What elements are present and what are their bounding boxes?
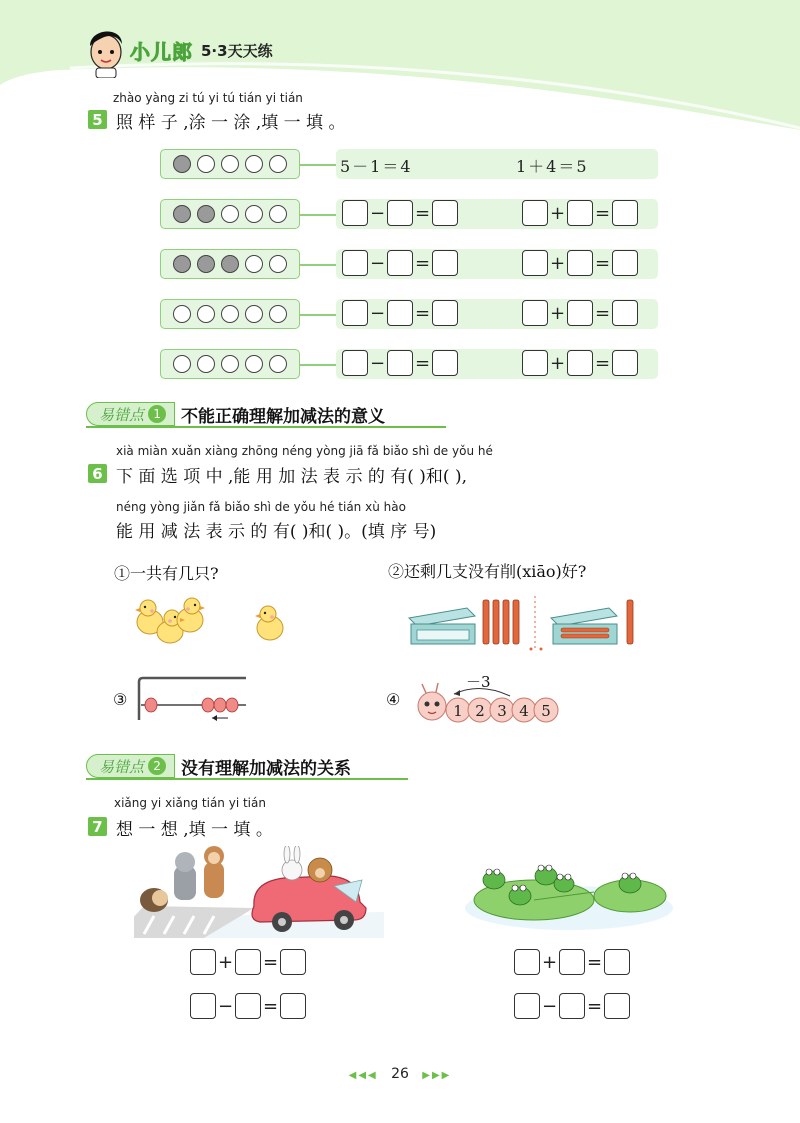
minus-sign: − xyxy=(369,202,386,224)
plus-sign: + xyxy=(541,951,558,973)
option-3-label: ③ xyxy=(113,690,128,709)
left-arrows-icon: ◀◀◀ xyxy=(348,1070,378,1081)
option-4-label: ④ xyxy=(386,690,401,709)
minus-sign: − xyxy=(369,352,386,374)
addition-equation xyxy=(522,200,638,226)
banner-number: 1 xyxy=(148,405,166,423)
answer-box[interactable] xyxy=(432,350,458,376)
empty-circle[interactable] xyxy=(173,355,191,373)
equation-bar xyxy=(336,199,658,229)
circle-bar xyxy=(160,249,300,279)
plus-sign: + xyxy=(549,352,566,374)
chicks-illustration xyxy=(128,592,298,652)
brand-logo: 小儿郎 xyxy=(130,40,193,64)
equals-sign: = xyxy=(594,252,611,274)
q7-frog-add-equation xyxy=(514,949,630,975)
caterpillar-number: 4 xyxy=(519,702,529,720)
example-subtraction: 5－1＝4 xyxy=(340,157,413,176)
answer-box[interactable] xyxy=(567,200,593,226)
answer-box[interactable] xyxy=(280,993,306,1019)
answer-box[interactable] xyxy=(387,250,413,276)
plus-sign: + xyxy=(549,252,566,274)
subtraction-equation xyxy=(342,350,458,376)
animals-car-illustration xyxy=(134,846,384,938)
caterpillar-number: 5 xyxy=(541,702,551,720)
equals-sign: = xyxy=(594,352,611,374)
answer-box[interactable] xyxy=(522,200,548,226)
caterpillar-illustration xyxy=(410,672,570,734)
empty-circle[interactable] xyxy=(245,255,263,273)
equals-sign: = xyxy=(262,951,279,973)
caterpillar-number: 1 xyxy=(453,702,463,720)
plus-sign: + xyxy=(217,951,234,973)
answer-box[interactable] xyxy=(522,300,548,326)
empty-circle[interactable] xyxy=(245,355,263,373)
answer-box[interactable] xyxy=(387,200,413,226)
error-point-banner-1 xyxy=(86,401,385,427)
subtraction-equation xyxy=(342,200,458,226)
answer-box[interactable] xyxy=(190,993,216,1019)
empty-circle[interactable] xyxy=(245,305,263,323)
empty-circle[interactable] xyxy=(173,305,191,323)
equals-sign: = xyxy=(414,202,431,224)
answer-box[interactable] xyxy=(514,993,540,1019)
addition-equation xyxy=(522,350,638,376)
answer-box[interactable] xyxy=(514,949,540,975)
answer-box[interactable] xyxy=(567,300,593,326)
q7-number: 7 xyxy=(88,817,107,836)
empty-circle xyxy=(269,155,287,173)
q6-line-2: 能 用 减 法 表 示 的 有( )和( )。(填 序 号) xyxy=(116,522,437,542)
q6-pinyin-1: xià miàn xuǎn xiàng zhōng néng yòng jiā fǎ biǎo shì de yǒu hé xyxy=(116,444,493,458)
q7-instruction: 想 一 想 ,填 一 填 。 xyxy=(116,820,273,840)
answer-box[interactable] xyxy=(432,300,458,326)
q7-car-add-equation xyxy=(190,949,306,975)
equation-bar xyxy=(336,299,658,329)
empty-circle[interactable] xyxy=(197,355,215,373)
answer-box[interactable] xyxy=(612,200,638,226)
answer-box[interactable] xyxy=(612,250,638,276)
q6-pinyin-2: néng yòng jiǎn fǎ biǎo shì de yǒu hé tián xù hào xyxy=(116,500,406,514)
answer-box[interactable] xyxy=(387,300,413,326)
empty-circle xyxy=(245,155,263,173)
q5-pinyin: zhào yàng zi tú yi tú tián yi tián xyxy=(113,91,303,105)
equals-sign: = xyxy=(262,995,279,1017)
caterpillar-number: 2 xyxy=(475,702,485,720)
q7-car-sub-equation xyxy=(190,993,306,1019)
equation-bar xyxy=(336,149,658,179)
answer-box[interactable] xyxy=(559,949,585,975)
banner-tag xyxy=(86,402,175,426)
empty-circle[interactable] xyxy=(221,205,239,223)
right-arrows-icon: ▶▶▶ xyxy=(422,1070,452,1081)
answer-box[interactable] xyxy=(612,350,638,376)
page-footer xyxy=(0,1066,800,1082)
answer-box[interactable] xyxy=(190,949,216,975)
answer-box[interactable] xyxy=(612,300,638,326)
empty-circle[interactable] xyxy=(269,305,287,323)
banner-underline xyxy=(86,778,408,780)
banner-tag-text: 易错点 xyxy=(99,405,145,424)
empty-circle[interactable] xyxy=(197,305,215,323)
option-2-label: ②还剩几支没有削(xiāo)好? xyxy=(388,562,587,581)
addition-equation xyxy=(522,300,638,326)
empty-circle xyxy=(197,155,215,173)
addition-equation xyxy=(522,250,638,276)
pencil-boxes-illustration xyxy=(405,594,655,654)
page-number: 26 xyxy=(391,1066,409,1082)
subtraction-equation xyxy=(342,250,458,276)
minus-sign: − xyxy=(369,302,386,324)
banner-number: 2 xyxy=(148,757,166,775)
brand-series: 5·3天天练 xyxy=(201,42,273,60)
circle-bar xyxy=(160,149,300,179)
filled-circle xyxy=(173,155,191,173)
connector-line xyxy=(300,264,336,266)
empty-circle xyxy=(221,155,239,173)
brand xyxy=(130,36,273,65)
empty-circle[interactable] xyxy=(221,305,239,323)
option-1-label: ①一共有几只? xyxy=(114,564,219,583)
connector-line xyxy=(300,164,336,166)
equals-sign: = xyxy=(414,302,431,324)
circle-bar xyxy=(160,199,300,229)
answer-box[interactable] xyxy=(342,200,368,226)
circle-bar xyxy=(160,349,300,379)
answer-box[interactable] xyxy=(522,250,548,276)
equals-sign: = xyxy=(586,995,603,1017)
equation-bar xyxy=(336,349,658,379)
banner-title: 不能正确理解加减法的意义 xyxy=(181,406,386,427)
equals-sign: = xyxy=(414,252,431,274)
abacus-illustration xyxy=(136,676,248,722)
answer-box[interactable] xyxy=(432,250,458,276)
equals-sign: = xyxy=(594,202,611,224)
answer-box[interactable] xyxy=(342,250,368,276)
q6-number: 6 xyxy=(88,464,107,483)
answer-box[interactable] xyxy=(559,993,585,1019)
answer-box[interactable] xyxy=(235,993,261,1019)
empty-circle[interactable] xyxy=(245,205,263,223)
connector-line xyxy=(300,214,336,216)
answer-box[interactable] xyxy=(522,350,548,376)
frogs-lilypads-illustration xyxy=(464,850,674,930)
answer-box[interactable] xyxy=(387,350,413,376)
filled-circle[interactable] xyxy=(197,255,215,273)
connector-line xyxy=(300,314,336,316)
answer-box[interactable] xyxy=(604,993,630,1019)
error-point-banner-2 xyxy=(86,753,351,779)
empty-circle[interactable] xyxy=(221,355,239,373)
equals-sign: = xyxy=(414,352,431,374)
q6-line-1: 下 面 选 项 中 ,能 用 加 法 表 示 的 有( )和( ), xyxy=(116,467,467,487)
empty-circle[interactable] xyxy=(269,205,287,223)
equation-bar xyxy=(336,249,658,279)
equals-sign: = xyxy=(594,302,611,324)
answer-box[interactable] xyxy=(604,949,630,975)
banner-title: 没有理解加减法的关系 xyxy=(181,758,352,779)
filled-circle[interactable] xyxy=(221,255,239,273)
answer-box[interactable] xyxy=(342,300,368,326)
minus-sign: − xyxy=(217,995,234,1017)
banner-underline xyxy=(86,426,446,428)
answer-box[interactable] xyxy=(342,350,368,376)
answer-box[interactable] xyxy=(567,350,593,376)
answer-box[interactable] xyxy=(280,949,306,975)
example-addition: 1＋4＝5 xyxy=(516,157,589,176)
caterpillar-number: 3 xyxy=(497,702,507,720)
equals-sign: = xyxy=(586,951,603,973)
filled-circle[interactable] xyxy=(173,205,191,223)
circle-bar xyxy=(160,299,300,329)
q5-instruction: 照 样 子 ,涂 一 涂 ,填 一 填 。 xyxy=(116,113,346,133)
q5-number: 5 xyxy=(88,110,107,129)
empty-circle[interactable] xyxy=(269,355,287,373)
filled-circle[interactable] xyxy=(197,205,215,223)
caterpillar-minus-label: －3 xyxy=(466,673,491,691)
q7-frog-sub-equation xyxy=(514,993,630,1019)
minus-sign: − xyxy=(541,995,558,1017)
connector-line xyxy=(300,364,336,366)
banner-tag-text: 易错点 xyxy=(99,757,145,776)
boy-mascot-icon xyxy=(84,22,128,78)
minus-sign: − xyxy=(369,252,386,274)
answer-box[interactable] xyxy=(235,949,261,975)
empty-circle[interactable] xyxy=(269,255,287,273)
banner-tag xyxy=(86,754,175,778)
filled-circle[interactable] xyxy=(173,255,191,273)
answer-box[interactable] xyxy=(567,250,593,276)
q7-pinyin: xiǎng yi xiǎng tián yi tián xyxy=(114,796,266,810)
plus-sign: + xyxy=(549,202,566,224)
answer-box[interactable] xyxy=(432,200,458,226)
plus-sign: + xyxy=(549,302,566,324)
subtraction-equation xyxy=(342,300,458,326)
